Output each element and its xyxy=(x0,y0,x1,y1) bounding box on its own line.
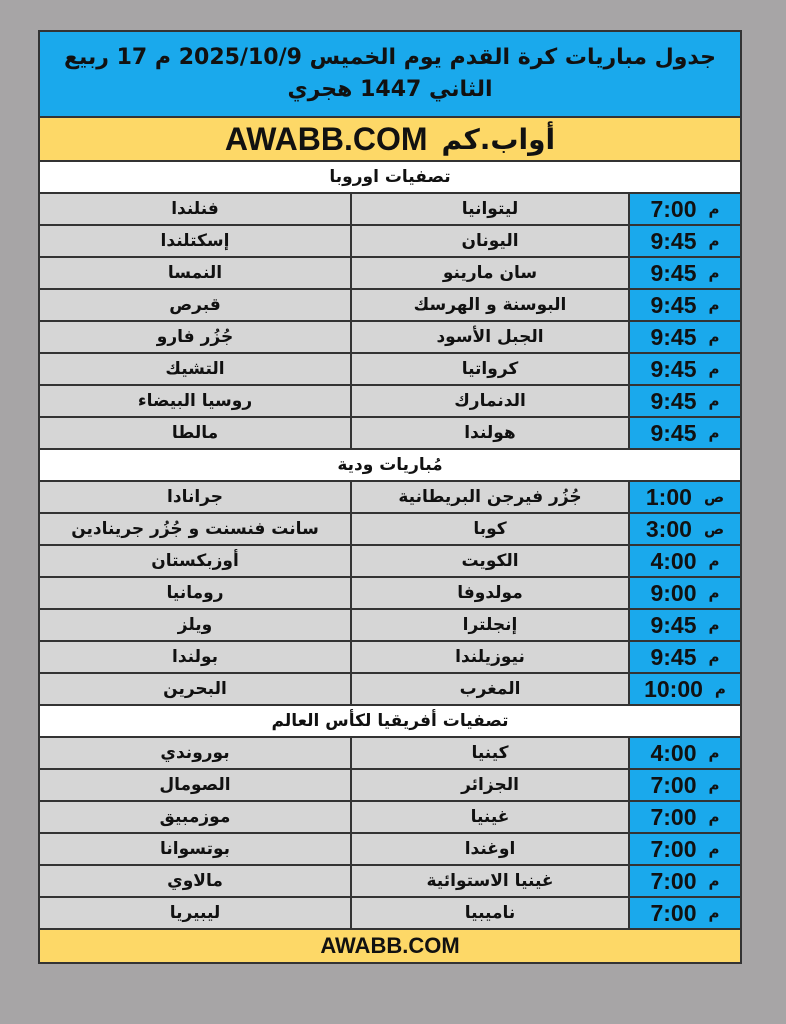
schedule-sheet xyxy=(38,30,742,964)
match-time xyxy=(628,866,740,896)
time-value: 7:00 xyxy=(650,867,697,894)
team-home: ناميبيا xyxy=(350,898,628,928)
team-away: البحرين xyxy=(163,679,227,699)
time-value: 9:45 xyxy=(650,643,697,670)
time-period: م xyxy=(708,296,720,314)
match-row xyxy=(40,642,740,674)
time-period: م xyxy=(708,584,720,602)
match-row xyxy=(40,738,740,770)
time-value: 3:00 xyxy=(645,515,692,542)
match-row xyxy=(40,258,740,290)
match-row xyxy=(40,770,740,802)
team-home: الدنمارك xyxy=(350,386,628,416)
time-period: م xyxy=(708,648,720,666)
team-home: اليونان xyxy=(350,226,628,256)
team-home: غينيا xyxy=(350,802,628,832)
time-period: م xyxy=(708,232,720,250)
match-row xyxy=(40,354,740,386)
team-home: جُزُر فيرجن البريطانية xyxy=(350,482,628,512)
time-value: 1:00 xyxy=(645,483,692,510)
match-time xyxy=(628,226,740,256)
team-home: اوغندا xyxy=(350,834,628,864)
match-time xyxy=(628,386,740,416)
time-period: م xyxy=(708,808,720,826)
match-time xyxy=(628,674,740,704)
time-value: 10:00 xyxy=(644,675,703,702)
team-away: بولندا xyxy=(172,647,219,667)
time-period: م xyxy=(708,744,720,762)
match-time xyxy=(628,642,740,672)
team-away: قبرص xyxy=(169,295,221,315)
match-row xyxy=(40,226,740,258)
team-away: النمسا xyxy=(167,263,223,283)
team-away: روسيا البيضاء xyxy=(137,391,253,411)
time-value: 9:00 xyxy=(650,579,697,606)
time-value: 9:45 xyxy=(650,355,697,382)
team-home: سان مارينو xyxy=(350,258,628,288)
team-home: مولدوفا xyxy=(350,578,628,608)
team-home: كرواتيا xyxy=(350,354,628,384)
match-time xyxy=(628,290,740,320)
team-away: مالطا xyxy=(171,423,219,443)
match-time xyxy=(628,194,740,224)
team-away: أوزبكستان xyxy=(151,551,239,571)
time-period: م xyxy=(708,552,720,570)
match-row xyxy=(40,194,740,226)
time-period: م xyxy=(708,264,720,282)
time-period: م xyxy=(708,328,720,346)
team-home: المغرب xyxy=(350,674,628,704)
team-home: كوبا xyxy=(350,514,628,544)
match-time xyxy=(628,834,740,864)
time-period: م xyxy=(708,360,720,378)
time-period: م xyxy=(714,680,726,698)
match-time xyxy=(628,322,740,352)
time-value: 9:45 xyxy=(650,291,697,318)
match-time xyxy=(628,770,740,800)
time-period: م xyxy=(708,200,720,218)
team-home: ليتوانيا xyxy=(350,194,628,224)
title-line-1: جدول مباريات كرة القدم يوم الخميس 2025/10/9 م 17 ربيع xyxy=(64,45,716,70)
team-home: غينيا الاستوائية xyxy=(350,866,628,896)
section-title: تصفيات اوروبا xyxy=(40,162,740,194)
match-time xyxy=(628,514,740,544)
team-away: رومانيا xyxy=(166,583,224,603)
time-value: 7:00 xyxy=(650,899,697,926)
match-time xyxy=(628,898,740,928)
time-value: 9:45 xyxy=(650,611,697,638)
match-time xyxy=(628,738,740,768)
time-period: م xyxy=(708,872,720,890)
match-row xyxy=(40,898,740,930)
time-period: م xyxy=(708,616,720,634)
schedule-title xyxy=(40,32,740,118)
team-away: جرانادا xyxy=(167,487,223,507)
time-period: ص xyxy=(703,488,725,506)
time-value: 7:00 xyxy=(650,195,697,222)
team-away: سانت فنسنت و جُزُر جرينادين xyxy=(71,519,319,539)
team-away: بوتسوانا xyxy=(160,839,230,859)
time-period: ص xyxy=(703,520,725,538)
team-away: موزمبيق xyxy=(159,807,231,827)
match-sections xyxy=(40,162,740,930)
time-value: 9:45 xyxy=(650,323,697,350)
section-title: مُباريات ودية xyxy=(40,450,740,482)
match-time xyxy=(628,546,740,576)
team-away: مالاوي xyxy=(167,871,223,891)
team-away: ويلز xyxy=(177,615,213,635)
match-row xyxy=(40,834,740,866)
team-home: كينيا xyxy=(350,738,628,768)
team-home: البوسنة و الهرسك xyxy=(350,290,628,320)
brand-bar xyxy=(40,118,740,162)
time-period: م xyxy=(708,904,720,922)
match-row xyxy=(40,802,740,834)
team-away: فنلندا xyxy=(171,199,219,219)
match-time xyxy=(628,482,740,512)
match-row xyxy=(40,386,740,418)
team-away: إسكتلندا xyxy=(160,231,230,251)
match-row xyxy=(40,482,740,514)
footer-brand: AWABB.COM xyxy=(40,930,740,962)
time-period: م xyxy=(708,392,720,410)
match-row xyxy=(40,578,740,610)
time-value: 9:45 xyxy=(650,387,697,414)
match-row xyxy=(40,290,740,322)
match-time xyxy=(628,578,740,608)
match-row xyxy=(40,322,740,354)
team-home: الكويت xyxy=(350,546,628,576)
time-period: م xyxy=(708,840,720,858)
match-time xyxy=(628,802,740,832)
match-row xyxy=(40,418,740,450)
time-period: م xyxy=(708,424,720,442)
team-home: الجبل الأسود xyxy=(350,322,628,352)
team-home: إنجلترا xyxy=(350,610,628,640)
match-time xyxy=(628,610,740,640)
team-home: نيوزيلندا xyxy=(350,642,628,672)
time-value: 4:00 xyxy=(650,547,697,574)
match-row xyxy=(40,610,740,642)
time-value: 7:00 xyxy=(650,771,697,798)
time-period: م xyxy=(708,776,720,794)
team-home: هولندا xyxy=(350,418,628,448)
team-away: ليبيريا xyxy=(169,903,221,923)
match-row xyxy=(40,674,740,706)
team-away: جُزُر فارو xyxy=(156,327,234,347)
time-value: 7:00 xyxy=(650,835,697,862)
match-time xyxy=(628,418,740,448)
match-row xyxy=(40,866,740,898)
match-time xyxy=(628,258,740,288)
match-time xyxy=(628,354,740,384)
time-value: 9:45 xyxy=(650,259,697,286)
team-away: الصومال xyxy=(159,775,231,795)
team-away: بوروندي xyxy=(160,743,230,763)
team-home: الجزائر xyxy=(350,770,628,800)
team-away: التشيك xyxy=(165,359,225,379)
match-row xyxy=(40,546,740,578)
time-value: 9:45 xyxy=(650,419,697,446)
match-row xyxy=(40,514,740,546)
time-value: 9:45 xyxy=(650,227,697,254)
brand-arabic: أواب.كم xyxy=(441,122,556,156)
time-value: 7:00 xyxy=(650,803,697,830)
title-line-2: الثاني 1447 هجري xyxy=(287,77,493,102)
brand-latin: AWABB.COM xyxy=(224,120,428,157)
section-title: تصفيات أفريقيا لكأس العالم xyxy=(40,706,740,738)
time-value: 4:00 xyxy=(650,739,697,766)
